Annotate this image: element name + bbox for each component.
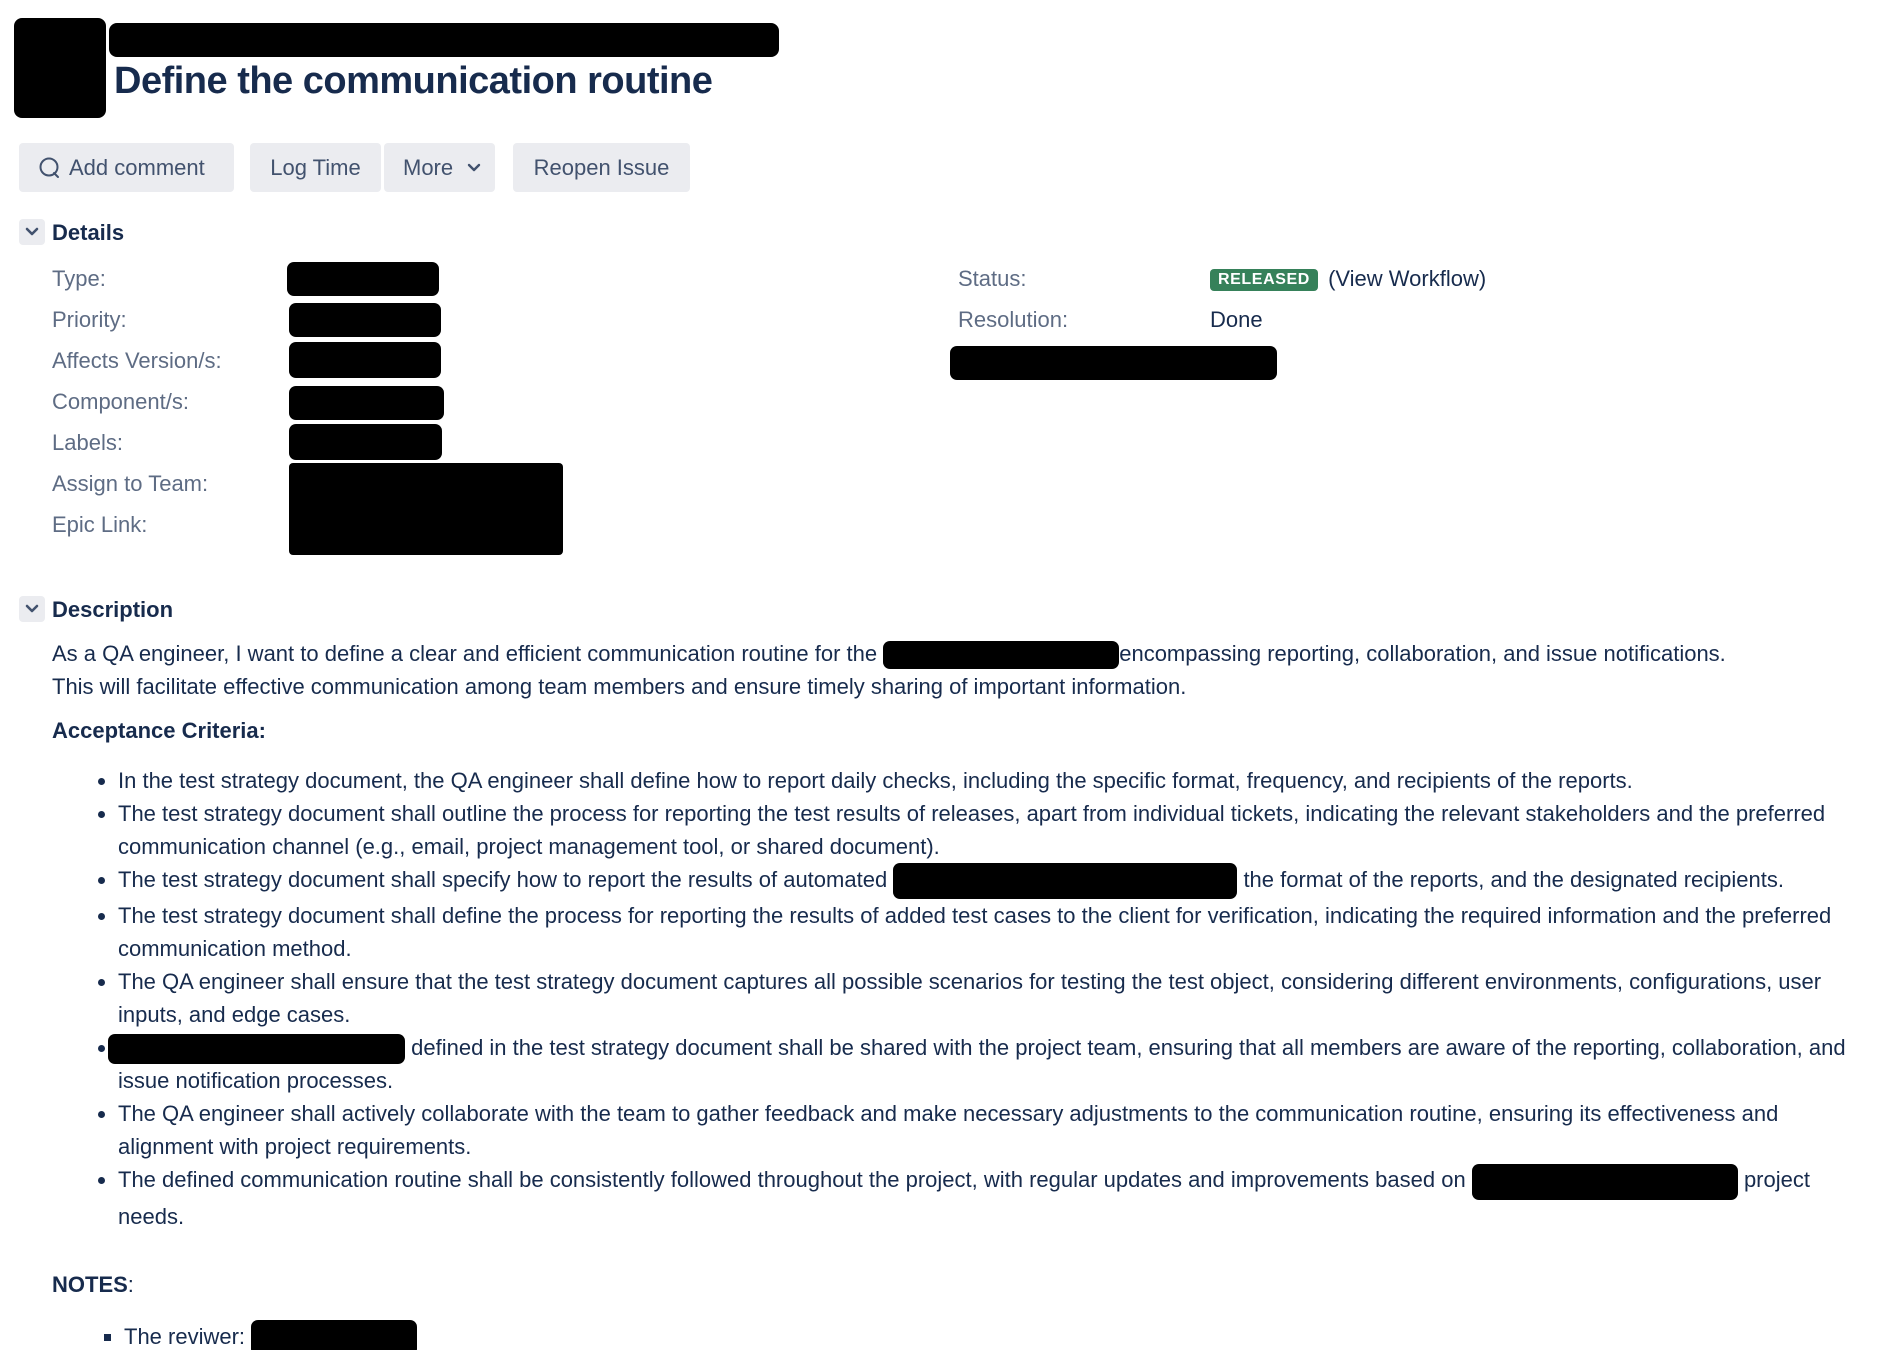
type-label: Type: — [52, 266, 106, 291]
intro-text-1: As a QA engineer, I want to define a clear and efficient communication routine for the — [52, 641, 878, 666]
list-item — [118, 1163, 1857, 1232]
resolution-label: Resolution: — [958, 307, 1069, 332]
redacted-text — [1472, 1164, 1738, 1200]
list-item — [118, 863, 1857, 899]
priority-value — [289, 303, 441, 337]
redacted-reviewer — [251, 1320, 417, 1350]
reopen-issue-label: Reopen Issue — [533, 155, 670, 180]
list-item — [118, 965, 1857, 1031]
criteria-text: The QA engineer shall actively collaborate with the team to gather feedback and make necessary adjustments to the communication routine, ensuring its effectiveness and alignment with project requirements. — [118, 1101, 1779, 1160]
notes-heading — [52, 1272, 134, 1298]
criteria-text: The test strategy document shall define the process for reporting the results of added test cases to the client for verification, indicating the required information and the preferred communication method. — [118, 903, 1832, 962]
assign-to-team-label: Assign to Team: — [52, 471, 209, 496]
criteria-text: project needs. — [118, 1167, 1810, 1229]
details-heading: Details — [52, 220, 125, 245]
list-item — [118, 1031, 1857, 1097]
chevron-down-icon — [25, 227, 39, 237]
log-time-button[interactable] — [250, 143, 381, 192]
status-value — [1210, 266, 1486, 292]
priority-label: Priority: — [52, 307, 127, 332]
criteria-text: The defined communication routine shall be consistently followed throughout the project, with regular updates and improvements based on — [118, 1167, 1466, 1193]
notes-heading-text: NOTES — [52, 1272, 128, 1297]
add-comment-label: Add comment — [69, 155, 205, 180]
criteria-text: The test strategy document shall specify how to report the results of automated — [118, 867, 888, 892]
add-comment-button[interactable] — [19, 143, 234, 192]
description-body — [52, 637, 1852, 703]
acceptance-criteria-heading: Acceptance Criteria: — [52, 718, 266, 743]
list-item — [124, 1320, 417, 1350]
redacted-text — [108, 1034, 405, 1064]
list-item — [118, 797, 1857, 863]
status-label: Status: — [958, 266, 1027, 291]
type-value — [287, 262, 439, 296]
list-item — [118, 764, 1857, 797]
page-title: Define the communication routine — [114, 60, 713, 102]
breadcrumb — [109, 23, 779, 57]
chevron-down-icon — [25, 604, 39, 614]
acceptance-criteria-list — [52, 764, 1857, 1233]
criteria-text: The QA engineer shall ensure that the test strategy document captures all possible scenarios for testing the test object, considering different environments, configurations, user inputs, and edge cases. — [118, 969, 1822, 1028]
chevron-down-icon — [467, 162, 481, 174]
project-avatar[interactable] — [14, 18, 106, 118]
labels-label: Labels: — [52, 430, 123, 455]
description-intro — [52, 637, 1852, 670]
redacted-text — [893, 863, 1237, 899]
epic-link-label: Epic Link: — [52, 512, 148, 537]
criteria-text: the format of the reports, and the designated recipients. — [1243, 867, 1784, 892]
log-time-label: Log Time — [270, 155, 361, 180]
description-heading: Description — [52, 597, 174, 622]
criteria-text: In the test strategy document, the QA engineer shall define how to report daily checks, including the specific format, frequency, and recipients of the reports. — [118, 768, 1633, 793]
redacted-field — [950, 346, 1277, 380]
list-item — [118, 1097, 1857, 1163]
intro-text-2: encompassing reporting, collaboration, and issue notifications. — [1119, 641, 1726, 666]
more-button[interactable] — [384, 143, 495, 192]
components-label: Component/s: — [52, 389, 189, 414]
status-badge: RELEASED — [1210, 269, 1318, 291]
affects-version-label: Affects Version/s: — [52, 348, 222, 373]
team-and-epic-values — [289, 463, 563, 555]
list-item — [118, 899, 1857, 965]
criteria-text: defined in the test strategy document shall be shared with the project team, ensuring that all members are aware of the reporting, collaboration, and issue notification processes. — [118, 1035, 1846, 1094]
view-workflow-link[interactable]: (View Workflow) — [1328, 266, 1487, 291]
affects-version-value — [289, 342, 441, 378]
notes-list — [52, 1320, 417, 1350]
comment-icon — [38, 157, 60, 179]
more-label: More — [403, 155, 454, 180]
reviewer-label: The reviwer: — [124, 1324, 246, 1349]
description-toggle[interactable] — [19, 596, 45, 622]
components-value — [289, 386, 444, 420]
description-intro-line2: This will facilitate effective communication among team members and ensure timely sharing of important information. — [52, 674, 1187, 699]
details-toggle[interactable] — [19, 219, 45, 245]
redacted-text — [883, 641, 1119, 669]
labels-value — [289, 424, 442, 460]
criteria-text: The test strategy document shall outline the process for reporting the test results of releases, apart from individual tickets, indicating the relevant stakeholders and the preferred communication channel (e.g., email, project management tool, or shared document). — [118, 801, 1826, 859]
notes-colon: : — [127, 1272, 134, 1297]
resolution-value: Done — [1210, 307, 1263, 332]
reopen-issue-button[interactable] — [513, 143, 690, 192]
